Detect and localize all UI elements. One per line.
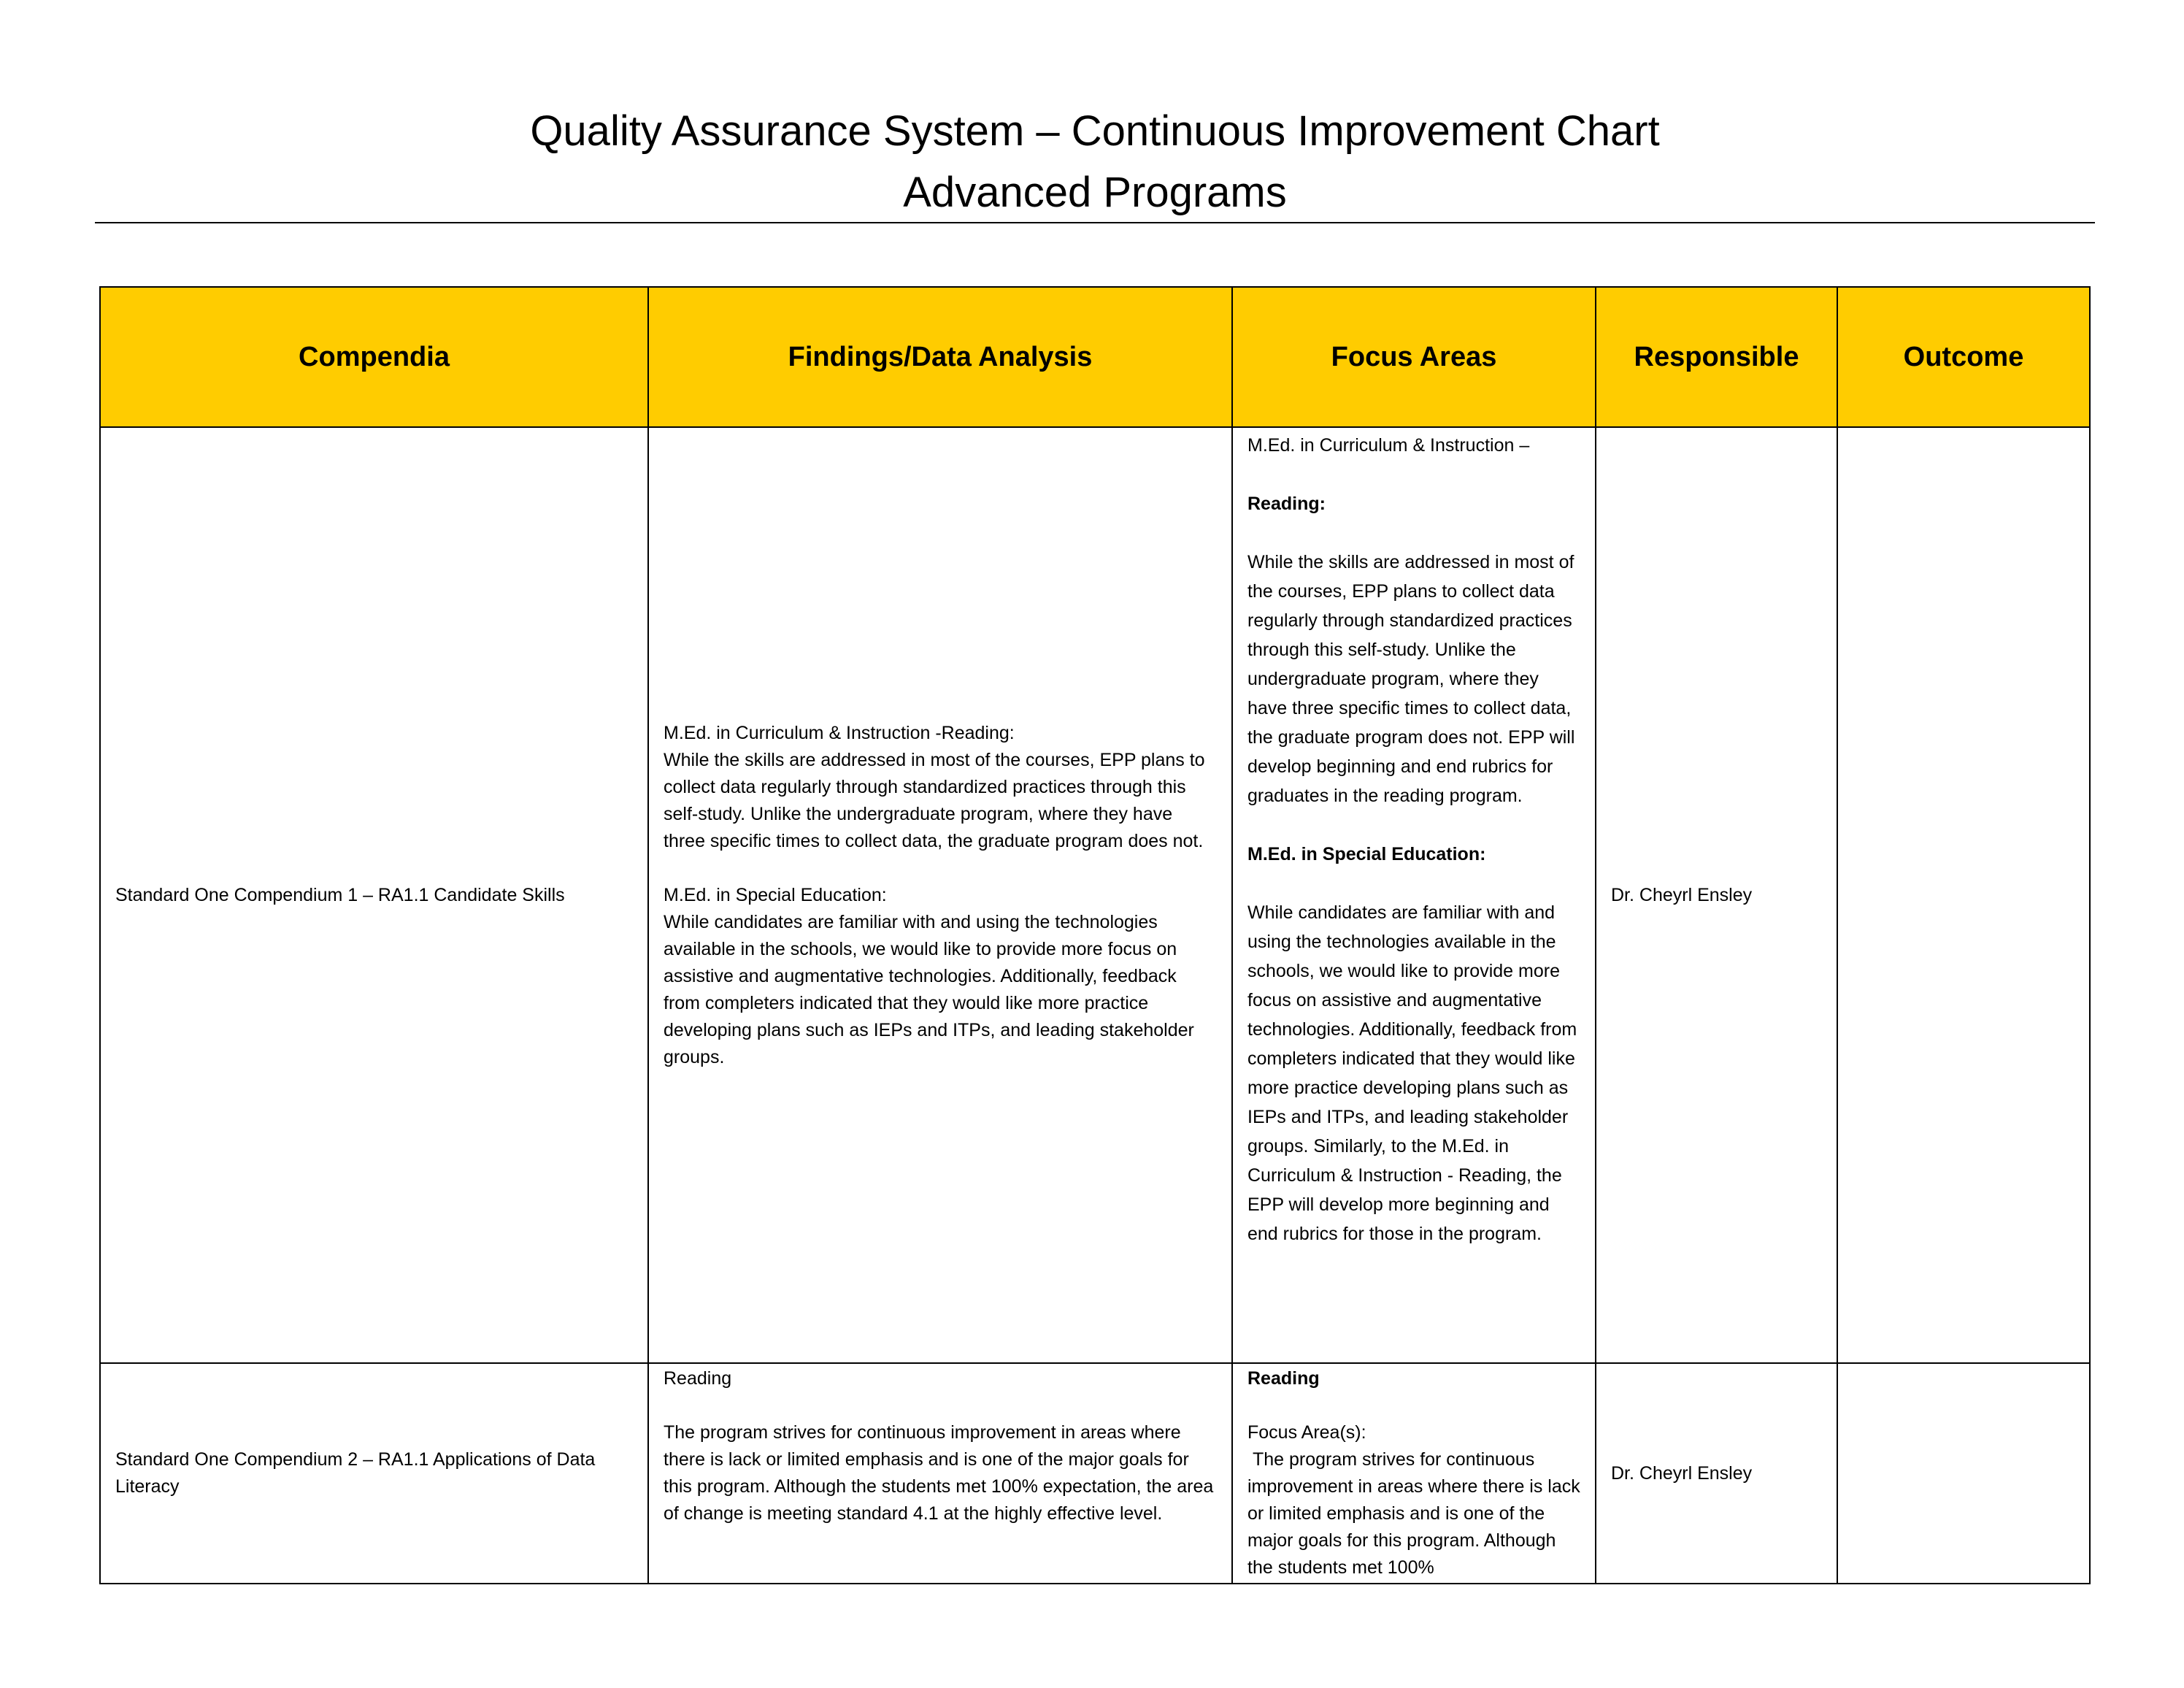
focus-heading: M.Ed. in Special Education: <box>1247 844 1486 864</box>
responsible-cell: Dr. Cheyrl Ensley <box>1596 1363 1837 1584</box>
focus-intro: M.Ed. in Curriculum & Instruction – <box>1247 435 1530 456</box>
findings-heading: M.Ed. in Curriculum & Instruction -Reading: <box>664 722 1015 743</box>
compendia-cell: Standard One Compendium 2 – RA1.1 Applications of Data Literacy <box>100 1363 648 1584</box>
table-header-row <box>100 287 2090 427</box>
findings-cell <box>648 427 1232 1363</box>
column-header-responsible: Responsible <box>1596 287 1837 427</box>
focus-text: While the skills are addressed in most of the courses, EPP plans to collect data regularly through standardized practices through this self-study. Unlike the undergraduate program, where they have three specific times to collect data, the graduate program does not. EPP will develop beginning and end rubrics for graduates in the reading program. <box>1247 552 1575 806</box>
table-row <box>100 1363 2090 1584</box>
focus-heading: Reading <box>1247 1368 1320 1389</box>
column-header-outcome: Outcome <box>1837 287 2090 427</box>
continuous-improvement-table <box>99 286 2091 1584</box>
findings-text: The program strives for continuous improvement in areas where there is lack or limited emphasis and is one of the major goals for this program. Although the students met 100% expectation, the area of change is meeting standard 4.1 at the highly effective level. <box>664 1422 1219 1524</box>
compendia-cell: Standard One Compendium 1 – RA1.1 Candidate Skills <box>100 427 648 1363</box>
focus-text: The program strives for continuous improvement in areas where there is lack or limited emphasis and is one of the major goals for this program. Although the students met 100% <box>1247 1449 1585 1578</box>
focus-areas-cell <box>1232 1363 1596 1584</box>
outcome-cell <box>1837 1363 2090 1584</box>
page-subtitle: Advanced Programs <box>903 169 1287 216</box>
findings-text: While candidates are familiar with and using the technologies available in the schools, we would like to provide more focus on assistive and augmentative technologies. Additionally, feedback from completers indicated that they would like more practice developing plans such as IEPs and ITPs, and leading stakeholder groups. <box>664 911 1199 1067</box>
outcome-cell <box>1837 427 2090 1363</box>
page-header <box>95 101 2095 223</box>
column-header-findings: Findings/Data Analysis <box>648 287 1232 427</box>
focus-label: Focus Area(s): <box>1247 1422 1366 1443</box>
findings-cell <box>648 1363 1232 1584</box>
page-title: Quality Assurance System – Continuous Improvement Chart <box>530 107 1660 155</box>
column-header-focus-areas: Focus Areas <box>1232 287 1596 427</box>
findings-heading: Reading <box>664 1368 732 1389</box>
focus-text: While candidates are familiar with and using the technologies available in the schools, we would like to provide more focus on assistive and augmentative technologies. Additionally, feedback from completers indicated that they would like more practice developing plans such as IEPs and ITPs, and leading stakeholder groups. Similarly, to the M.Ed. in Curriculum & Instruction - Reading, the EPP will develop more beginning and end rubrics for those in the program. <box>1247 902 1577 1244</box>
header-divider <box>95 222 2095 223</box>
focus-heading: Reading: <box>1247 494 1326 514</box>
findings-heading: M.Ed. in Special Education: <box>664 884 887 905</box>
column-header-compendia: Compendia <box>100 287 648 427</box>
focus-areas-cell <box>1232 427 1596 1363</box>
findings-text: While the skills are addressed in most of the courses, EPP plans to collect data regularly through standardized practices through this self-study. Unlike the undergraduate program, where they have three specific times to collect data, the graduate program does not. <box>664 749 1210 851</box>
table-row <box>100 427 2090 1363</box>
responsible-cell: Dr. Cheyrl Ensley <box>1596 427 1837 1363</box>
